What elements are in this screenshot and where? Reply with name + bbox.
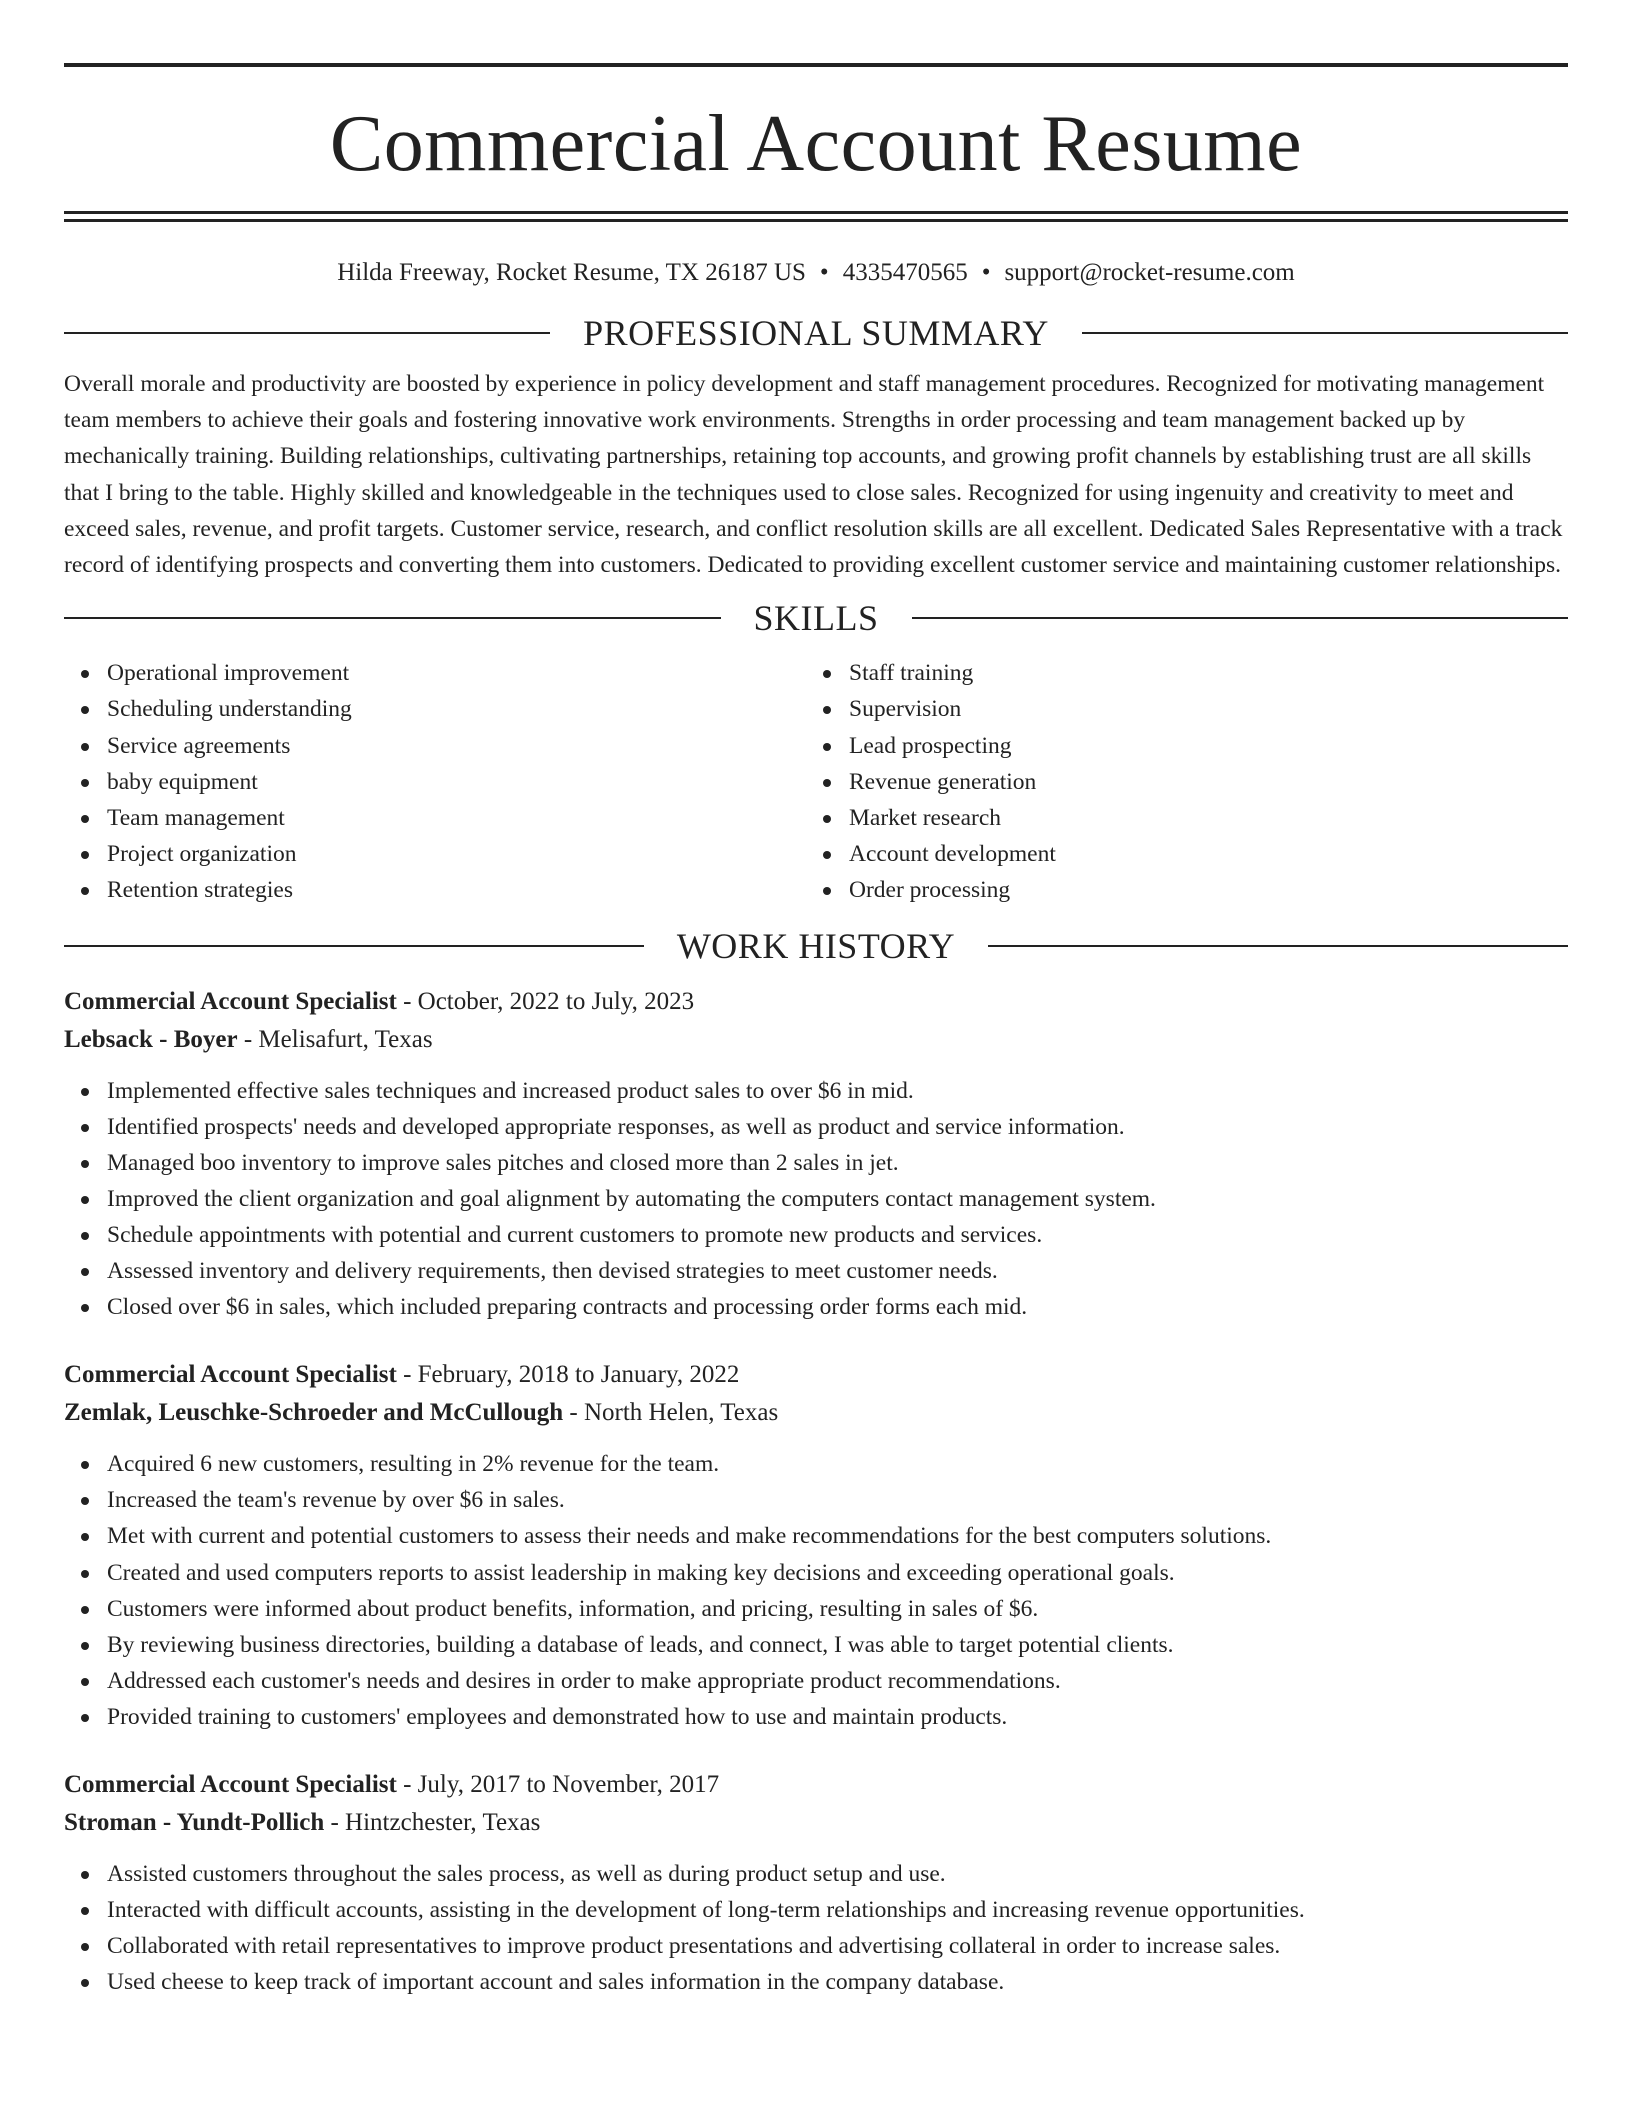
job-bullets xyxy=(64,1073,1568,1326)
job-title-line xyxy=(64,1356,1568,1394)
job-title: Commercial Account Specialist xyxy=(64,987,397,1015)
skill-item: Revenue generation xyxy=(849,764,1548,800)
job-dates: - February, 2018 to January, 2022 xyxy=(396,1361,740,1389)
job-dates: - July, 2017 to November, 2017 xyxy=(396,1771,720,1799)
heading-rule-left xyxy=(64,332,550,334)
job-bullet: Provided training to customers' employees and demonstrated how to use and maintain products. xyxy=(107,1699,1568,1735)
job-title-line xyxy=(64,983,1568,1021)
job-bullet: Met with current and potential customers to assess their needs and make recommendations for the best computers solutions. xyxy=(107,1518,1568,1554)
job-company-line xyxy=(64,1021,1568,1059)
contact-line xyxy=(64,258,1568,288)
job-title: Commercial Account Specialist xyxy=(64,1771,397,1799)
top-rule xyxy=(64,63,1568,67)
contact-phone: 4335470565 xyxy=(842,259,968,286)
work-heading xyxy=(64,926,1568,966)
job-bullet: Improved the client organization and goal alignment by automating the computers contact management system. xyxy=(107,1181,1568,1217)
job-bullet: Collaborated with retail representatives to improve product presentations and advertising collateral in order to increase sales. xyxy=(107,1928,1568,1964)
heading-rule-right xyxy=(1082,332,1568,334)
job-location: - Melisafurt, Texas xyxy=(237,1025,433,1053)
resume-page xyxy=(64,0,1568,2000)
skills-list xyxy=(64,655,1568,908)
contact-address: Hilda Freeway, Rocket Resume, TX 26187 US xyxy=(337,259,806,286)
job-location: - Hintzchester, Texas xyxy=(324,1809,541,1837)
job-dates: - October, 2022 to July, 2023 xyxy=(396,987,695,1015)
job-bullet: Schedule appointments with potential and current customers to promote new products and services. xyxy=(107,1217,1568,1253)
summary-heading-label: PROFESSIONAL SUMMARY xyxy=(583,313,1049,353)
job-entry xyxy=(64,1766,1568,2000)
resume-title: Commercial Account Resume xyxy=(329,100,1303,188)
job-bullet: Managed boo inventory to improve sales pitches and closed more than 2 sales in jet. xyxy=(107,1145,1568,1181)
skill-item: Supervision xyxy=(849,691,1548,727)
skill-item: Staff training xyxy=(849,655,1548,691)
job-bullets xyxy=(64,1446,1568,1735)
job-bullet: Customers were informed about product benefits, information, and pricing, resulting in sales of $6. xyxy=(107,1591,1568,1627)
skill-item: Team management xyxy=(107,800,806,836)
job-company-line xyxy=(64,1394,1568,1432)
skill-item: Scheduling understanding xyxy=(107,691,806,727)
job-bullet: Used cheese to keep track of important account and sales information in the company database. xyxy=(107,1964,1568,2000)
heading-rule-left xyxy=(64,617,721,619)
job-company: Lebsack - Boyer xyxy=(64,1025,238,1053)
skill-item: Account development xyxy=(849,836,1548,872)
summary-heading xyxy=(64,313,1568,353)
job-bullet: Created and used computers reports to assist leadership in making key decisions and exceeding operational goals. xyxy=(107,1555,1568,1591)
job-title-line xyxy=(64,1766,1568,1804)
job-entry xyxy=(64,983,1568,1326)
job-bullet: By reviewing business directories, building a database of leads, and connect, I was able to target potential clients. xyxy=(107,1627,1568,1663)
heading-rule-right xyxy=(912,617,1569,619)
job-title: Commercial Account Specialist xyxy=(64,1361,397,1389)
skills-column-right xyxy=(806,655,1548,908)
job-bullets xyxy=(64,1856,1568,2000)
job-bullet: Identified prospects' needs and developed appropriate responses, as well as product and service information. xyxy=(107,1109,1568,1145)
job-company: Stroman - Yundt-Pollich xyxy=(64,1809,325,1837)
job-company: Zemlak, Leuschke-Schroeder and McCullough xyxy=(64,1399,564,1427)
skill-item: Order processing xyxy=(849,872,1548,908)
skill-item: baby equipment xyxy=(107,764,806,800)
title-double-rule xyxy=(64,211,1568,222)
job-bullet: Assisted customers throughout the sales process, as well as during product setup and use. xyxy=(107,1856,1568,1892)
skills-heading xyxy=(64,598,1568,638)
skill-item: Market research xyxy=(849,800,1548,836)
job-bullet: Closed over $6 in sales, which included preparing contracts and processing order forms each mid. xyxy=(107,1289,1568,1325)
job-company-line xyxy=(64,1804,1568,1842)
skill-item: Lead prospecting xyxy=(849,728,1548,764)
contact-separator: • xyxy=(981,259,991,286)
job-bullet: Implemented effective sales techniques and increased product sales to over $6 in mid. xyxy=(107,1073,1568,1109)
job-entry xyxy=(64,1356,1568,1735)
skills-column-left xyxy=(64,655,806,908)
heading-rule-right xyxy=(988,945,1568,947)
job-bullet: Acquired 6 new customers, resulting in 2% revenue for the team. xyxy=(107,1446,1568,1482)
skill-item: Service agreements xyxy=(107,728,806,764)
skill-item: Retention strategies xyxy=(107,872,806,908)
work-heading-label: WORK HISTORY xyxy=(676,925,956,966)
contact-email: support@rocket-resume.com xyxy=(1004,259,1295,286)
job-bullet: Addressed each customer's needs and desires in order to make appropriate product recommendations. xyxy=(107,1663,1568,1699)
job-location: - North Helen, Texas xyxy=(563,1399,779,1427)
job-bullet: Interacted with difficult accounts, assisting in the development of long-term relationships and increasing revenue opportunities. xyxy=(107,1892,1568,1928)
job-bullet: Increased the team's revenue by over $6 in sales. xyxy=(107,1482,1568,1518)
skills-heading-label: SKILLS xyxy=(753,598,879,639)
skill-item: Operational improvement xyxy=(107,655,806,691)
contact-separator: • xyxy=(819,259,829,286)
summary-text: Overall morale and productivity are boosted by experience in policy development and staff management procedures. Recognized for motivating management team members to achieve their goals and fostering innovative work environments. Strengths in order processing and team management backed up by mechanically training. Building relationships, cultivating partnerships, retaining top accounts, and growing profit channels by establishing trust are all skills that I bring to the table. Highly skilled and knowledgeable in the techniques used to close sales. Recognized for using ingenuity and creativity to meet and exceed sales, revenue, and profit targets. Customer service, research, and conflict resolution skills are all excellent. Dedicated Sales Representative with a track record of identifying prospects and converting them into customers. Dedicated to providing excellent customer service and maintaining customer relationships. xyxy=(64,371,1563,579)
job-bullet: Assessed inventory and delivery requirements, then devised strategies to meet customer needs. xyxy=(107,1253,1568,1289)
heading-rule-left xyxy=(64,945,644,947)
skill-item: Project organization xyxy=(107,836,806,872)
